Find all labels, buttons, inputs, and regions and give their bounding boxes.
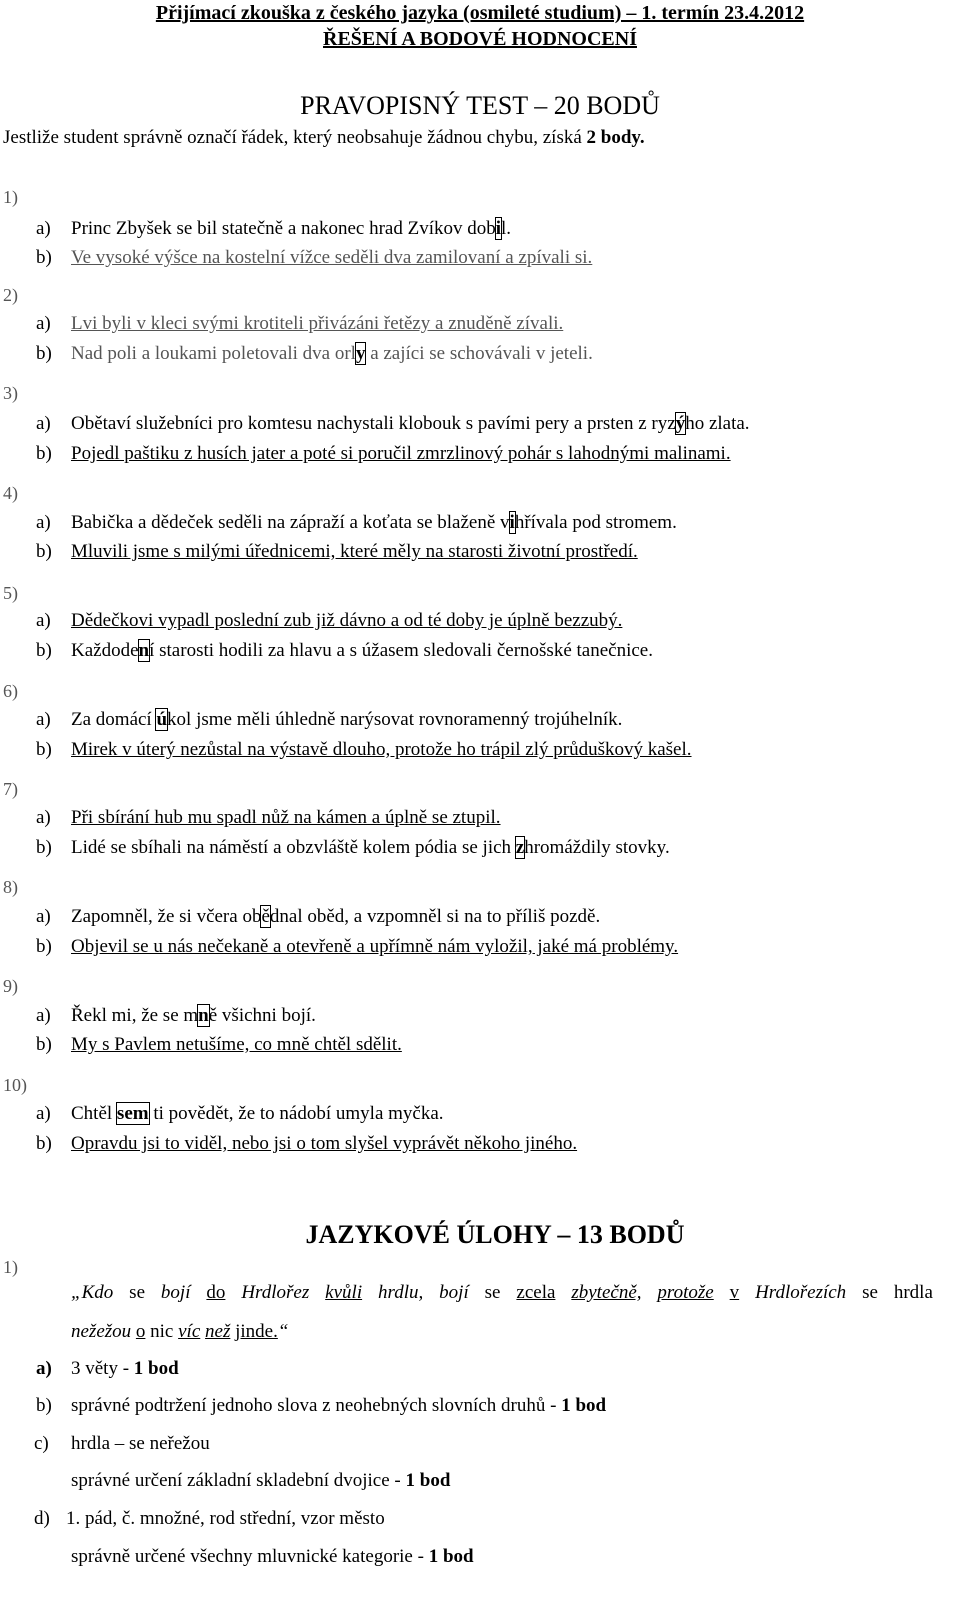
option-label: b) xyxy=(36,443,52,464)
option-b-sentence-correct: Pojedl paštiku z husích jater a poté si poručil zmrzlinový pohár s lahodnými malinami. xyxy=(71,443,731,464)
question-number: 9) xyxy=(3,976,18,996)
question-number: 3) xyxy=(3,383,18,403)
option-a-sentence-correct: Lvi byli v kleci svými krotiteli přivázáni řetězy a znuděně zívali. xyxy=(71,313,564,334)
option-a-sentence-correct: Při sbírání hub mu spadl nůž na kámen a úplně se ztupil. xyxy=(71,807,501,828)
option-b-sentence-correct: Mirek v úterý nezůstal na výstavě dlouho, protože ho trápil zlý průduškový kašel. xyxy=(71,739,692,760)
option-label: b) xyxy=(36,247,52,268)
option-label: a) xyxy=(36,610,51,631)
tasks-title: JAZYKOVÉ ÚLOHY – 13 BODŮ xyxy=(305,1220,685,1249)
question-number: 2) xyxy=(3,285,18,305)
header-subtitle: ŘEŠENÍ A BODOVÉ HODNOCENÍ xyxy=(323,28,637,50)
option-label: a) xyxy=(36,313,51,334)
intro-text: Jestliže student správně označí řádek, který neobsahuje žádnou chybu, získá xyxy=(3,127,582,148)
option-label: a) xyxy=(36,1103,51,1124)
answer-label: c) xyxy=(34,1433,49,1454)
option-label: b) xyxy=(36,739,52,760)
quote-line-2: nežežou o nic víc než jinde.“ xyxy=(71,1321,289,1342)
error-box: n xyxy=(198,1005,209,1026)
header-title: Přijímací zkouška z českého jazyka (osmileté studium) – 1. termín 23.4.2012 xyxy=(155,2,805,24)
answer-d-points: správně určené všechny mluvnické kategorie - 1 bod xyxy=(71,1546,474,1567)
error-box: sem xyxy=(116,1103,149,1124)
option-label: a) xyxy=(36,807,51,828)
option-b-sentence-correct: Mluvili jsme s milými úřednicemi, které měly na starosti životní prostředí. xyxy=(71,541,638,562)
question-number: 8) xyxy=(3,877,18,897)
option-label: a) xyxy=(36,1005,51,1026)
error-box: i xyxy=(495,218,502,239)
option-b-sentence-correct: My s Pavlem netušíme, co mně chtěl sdělit. xyxy=(71,1034,402,1055)
option-a-sentence-correct: Dědečkovi vypadl poslední zub již dávno a od té doby je úplně bezzubý. xyxy=(71,610,623,631)
option-label: b) xyxy=(36,936,52,957)
option-label: b) xyxy=(36,541,52,562)
option-b-sentence-correct: Opravdu jsi to viděl, nebo jsi o tom slyšel vyprávět někoho jiného. xyxy=(71,1133,578,1154)
test-title: PRAVOPISNÝ TEST – 20 BODŮ xyxy=(300,91,660,120)
option-label: b) xyxy=(36,640,52,661)
answer-a: 3 věty - 1 bod xyxy=(71,1358,179,1379)
question-number: 4) xyxy=(3,483,18,503)
answer-d: 1. pád, č. množné, rod střední, vzor město xyxy=(66,1508,385,1529)
option-label: b) xyxy=(36,1034,52,1055)
option-b-sentence-correct: Ve vysoké výšce na kostelní vížce seděli dva zamilovaní a zpívali si. xyxy=(71,247,593,268)
test-intro xyxy=(3,128,645,147)
option-label: a) xyxy=(36,906,51,927)
option-label: b) xyxy=(36,837,52,858)
error-box: y xyxy=(355,343,366,364)
quote-line-1: „Kdo se bojí do Hrdlořez kvůli hrdlu, bojí se zcela zbytečně, protože v Hrdlořezích se hrdla xyxy=(71,1282,933,1303)
option-label: b) xyxy=(36,1133,52,1154)
answer-label: a) xyxy=(36,1358,52,1379)
option-a-sentence: Chtěl sem ti povědět, že to nádobí umyla myčka. xyxy=(71,1103,444,1124)
answer-c: hrdla – se neřežou xyxy=(71,1433,210,1454)
option-a-sentence: Řekl mi, že se mně všichni bojí. xyxy=(71,1005,316,1026)
error-box: n xyxy=(138,640,150,661)
option-label: a) xyxy=(36,709,51,730)
option-label: b) xyxy=(36,343,52,364)
option-a-sentence: Obětaví služebníci pro komtesu nachystali klobouk s pavími pery a prsten z ryzýho zlata. xyxy=(71,413,750,434)
option-label: a) xyxy=(36,218,51,239)
option-a-sentence: Princ Zbyšek se bil statečně a nakonec hrad Zvíkov dobil. xyxy=(71,218,512,239)
error-box: ě xyxy=(261,906,270,927)
error-box: ý xyxy=(675,413,686,434)
intro-points: 2 body. xyxy=(586,127,645,148)
option-label: a) xyxy=(36,413,51,434)
option-a-sentence: Babička a dědeček seděli na zápraží a koťata se blaženě vihřívala pod stromem. xyxy=(71,512,677,533)
option-a-sentence: Za domácí úkol jsme měli úhledně narýsovat rovnoramenný trojúhelník. xyxy=(71,709,623,730)
answer-label: d) xyxy=(34,1508,50,1529)
answer-label: b) xyxy=(36,1395,52,1416)
option-a-sentence: Zapomněl, že si včera obědnal oběd, a vzpomněl si na to příliš pozdě. xyxy=(71,906,601,927)
option-label: a) xyxy=(36,512,51,533)
error-box: i xyxy=(509,512,515,533)
question-number: 10) xyxy=(3,1075,27,1095)
answer-c-points: správné určení základní skladební dvojice - 1 bod xyxy=(71,1470,451,1491)
question-number: 7) xyxy=(3,779,18,799)
option-b-sentence-correct: Objevil se u nás nečekaně a otevřeně a upřímně nám vyložil, jaké má problémy. xyxy=(71,936,679,957)
question-number: 1) xyxy=(3,1257,18,1277)
option-b-sentence: Každodení starosti hodili za hlavu a s úžasem sledovali černošské tanečnice. xyxy=(71,640,653,661)
option-b-sentence: Lidé se sbíhali na náměstí a obzvláště kolem pódia se jich zhromáždily stovky. xyxy=(71,837,670,858)
error-box: ú xyxy=(156,709,168,730)
question-number: 6) xyxy=(3,681,18,701)
option-b-sentence: Nad poli a loukami poletovali dva orly a zajíci se schovávali v jeteli. xyxy=(71,343,593,364)
answer-b: správné podtržení jednoho slova z neohebných slovních druhů - 1 bod xyxy=(71,1395,607,1416)
question-number: 1) xyxy=(3,187,18,207)
error-box: z xyxy=(515,837,525,858)
question-number: 5) xyxy=(3,583,18,603)
